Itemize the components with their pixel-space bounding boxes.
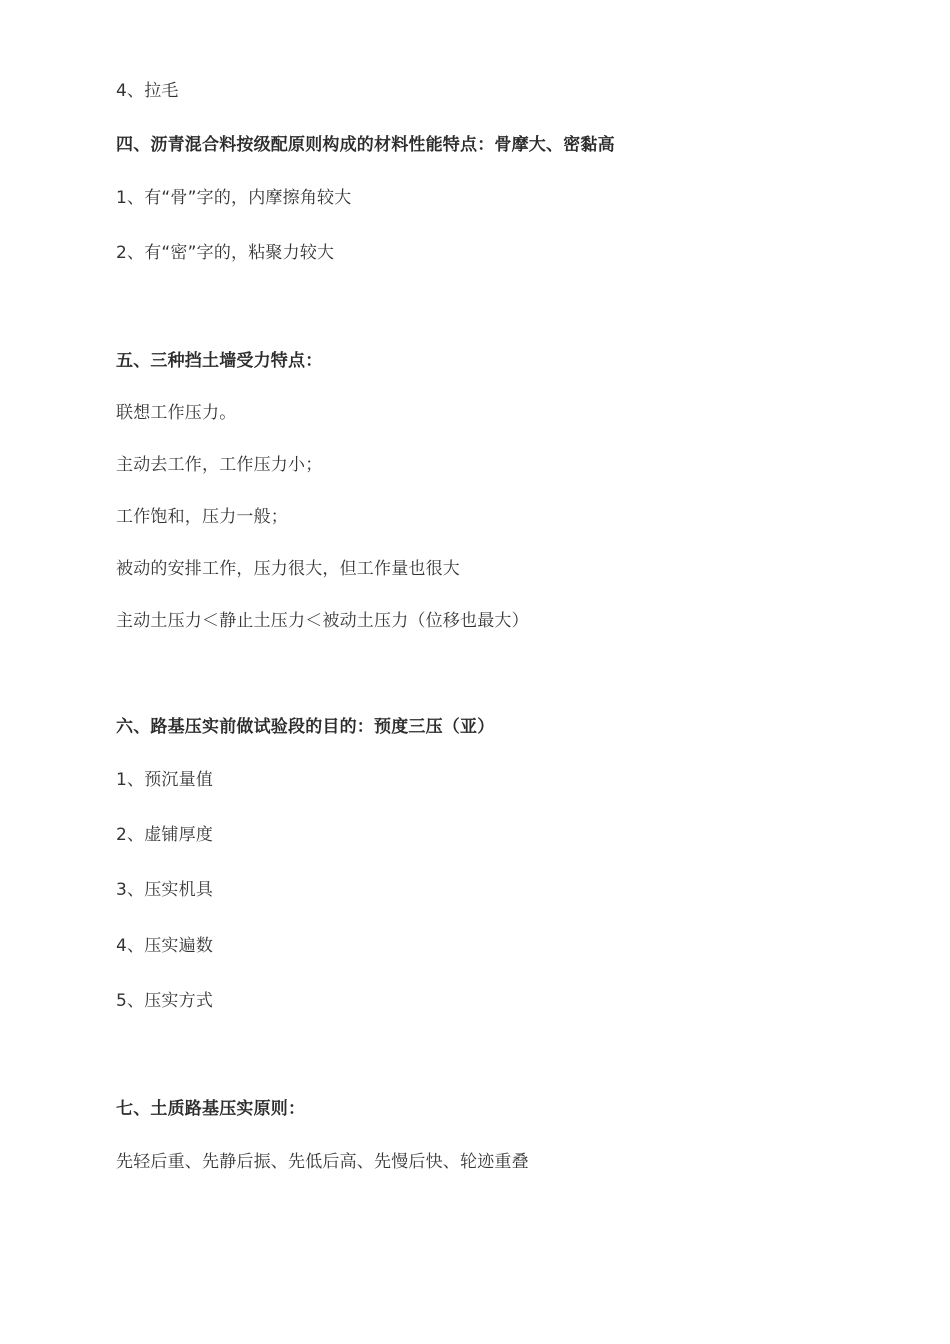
list-item: 1、预沉量值 [116, 770, 214, 790]
list-item: 5、压实方式 [116, 991, 214, 1011]
list-item: 4、压实遍数 [116, 936, 214, 956]
paragraph: 先轻后重、先静后振、先低后高、先慢后快、轮迹重叠 [116, 1152, 529, 1172]
list-item: 4、拉毛 [116, 81, 179, 101]
list-item: 2、虚铺厚度 [116, 825, 214, 845]
section-heading-six: 六、路基压实前做试验段的目的：预度三压（亚） [116, 717, 495, 737]
list-item: 3、压实机具 [116, 880, 214, 900]
paragraph: 联想工作压力。 [116, 403, 237, 423]
paragraph: 主动土压力＜静止土压力＜被动土压力（位移也最大） [116, 611, 529, 631]
list-item: 2、有“密”字的，粘聚力较大 [116, 243, 335, 263]
paragraph: 工作饱和，压力一般； [116, 507, 288, 527]
section-heading-five: 五、三种挡土墙受力特点： [116, 351, 323, 371]
paragraph: 主动去工作，工作压力小； [116, 455, 323, 475]
list-item: 1、有“骨”字的，内摩擦角较大 [116, 188, 352, 208]
section-heading-seven: 七、土质路基压实原则： [116, 1099, 306, 1119]
section-heading-four: 四、沥青混合料按级配原则构成的材料性能特点：骨摩大、密黏高 [116, 135, 615, 155]
paragraph: 被动的安排工作，压力很大，但工作量也很大 [116, 559, 460, 579]
